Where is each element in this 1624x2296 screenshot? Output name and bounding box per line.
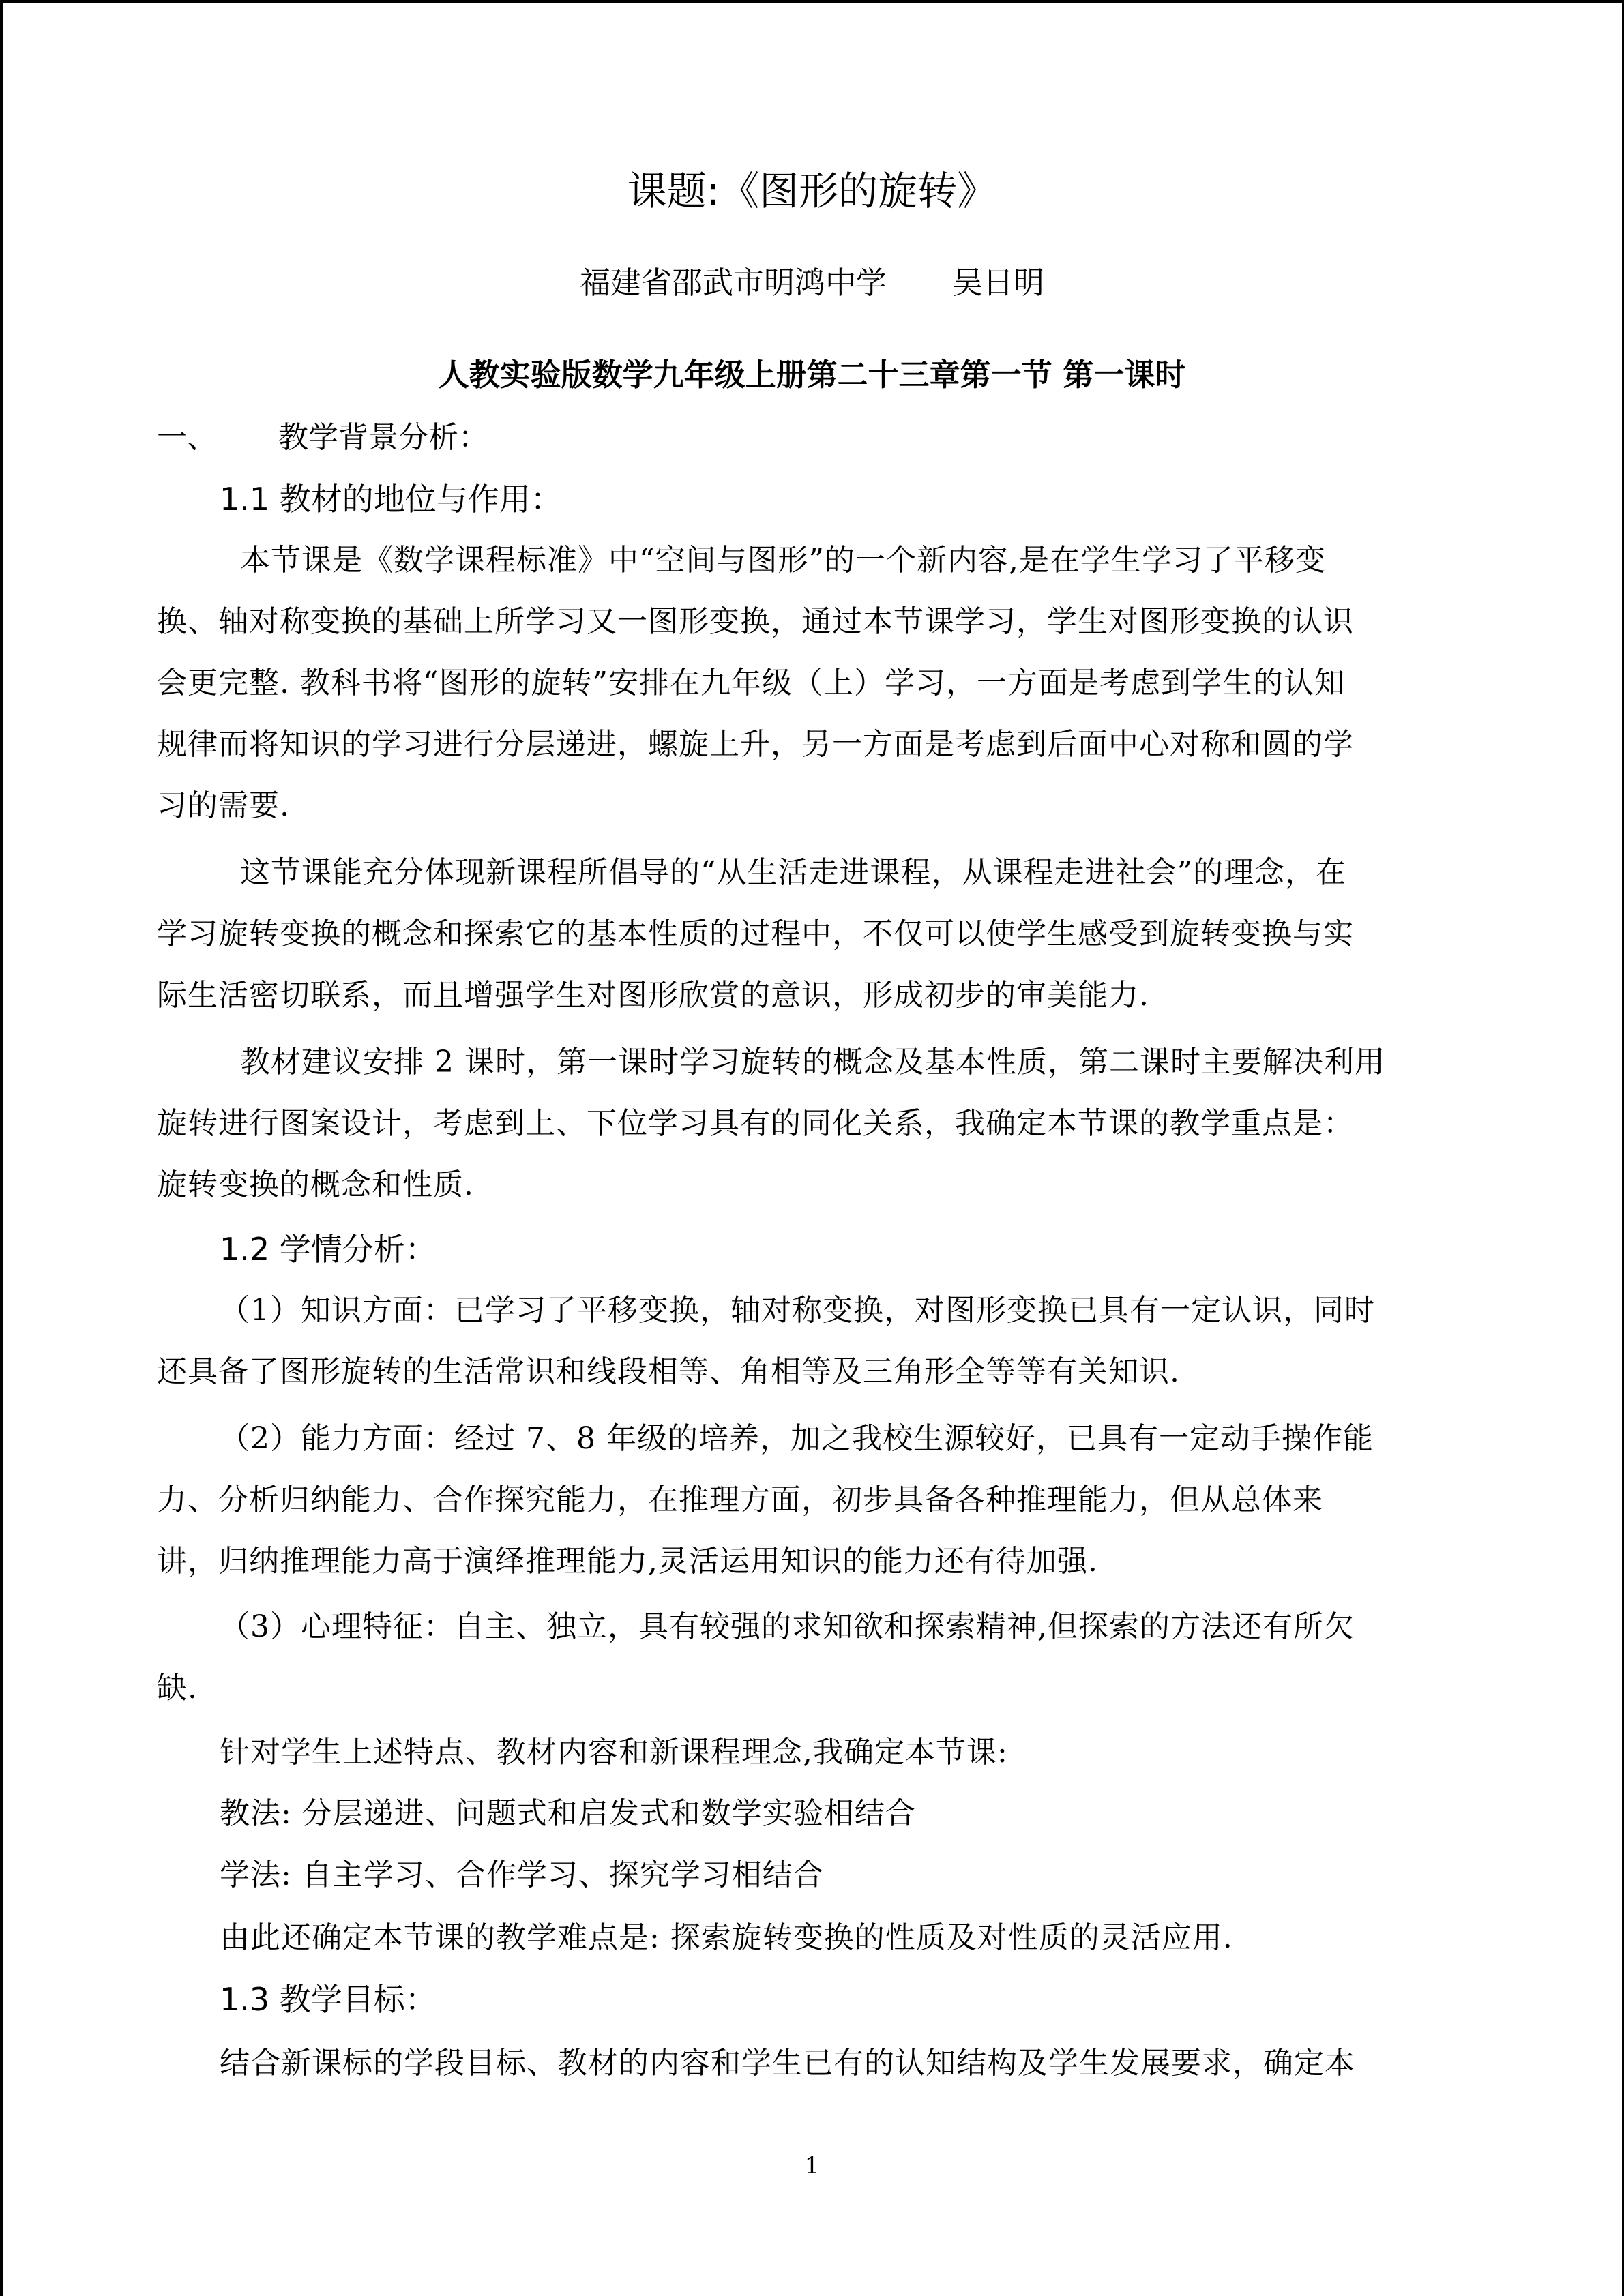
s13-heading: 1.3 教学目标：	[220, 1981, 437, 2018]
document-title: 课题:《图形的旋转》	[627, 168, 997, 214]
page-border-left	[0, 0, 3, 2296]
author-name: 吴日明	[952, 265, 1045, 301]
section1-heading	[157, 417, 488, 458]
s12-k1-line2: 还具备了图形旋转的生活常识和线段相等、角相等及三角形全等等有关知识.	[157, 1354, 1180, 1389]
s12-k2-line3: 讲，归纳推理能力高于演绎推理能力,灵活运用知识的能力还有待加强.	[157, 1544, 1098, 1579]
s12-k2-line2: 力、分析归纳能力、合作探究能力，在推理方面，初步具备各种推理能力，但从总体来	[157, 1482, 1323, 1517]
s12-heading: 1.2 学情分析：	[220, 1231, 437, 1268]
s11-p2-line3: 际生活密切联系，而且增强学生对图形欣赏的意识，形成初步的审美能力.	[157, 978, 1149, 1013]
learning-method: 学法: 自主学习、合作学习、探究学习相结合	[220, 1858, 824, 1892]
s11-p2-line1: 这节课能充分体现新课程所倡导的“从生活走进课程，从课程走进社会”的理念，在	[240, 855, 1346, 890]
author-school: 福建省邵武市明鸿中学	[579, 265, 887, 301]
s12-k3-line1: （3）心理特征：自主、独立，具有较强的求知欲和探索精神,但探索的方法还有所欠	[220, 1609, 1355, 1644]
teaching-method: 教法: 分层递进、问题式和启发式和数学实验相结合	[220, 1796, 916, 1831]
page-border-top	[0, 0, 1624, 3]
s11-p1-line1: 本节课是《数学课程标准》中“空间与图形”的一个新内容,是在学生学习了平移变	[240, 543, 1326, 578]
teaching-difficulty: 由此还确定本节课的教学难点是: 探索旋转变换的性质及对性质的灵活应用.	[220, 1920, 1233, 1955]
s11-p3-line3: 旋转变换的概念和性质.	[157, 1167, 474, 1202]
section1-number: 一、	[157, 420, 217, 455]
author-line	[0, 263, 1624, 303]
page-number: 1	[804, 2152, 820, 2179]
s11-p3-line2: 旋转进行图案设计，考虑到上、下位学习具有的同化关系，我确定本节课的教学重点是：	[157, 1106, 1354, 1141]
section1-title: 教学背景分析：	[278, 420, 488, 455]
s12-k2-line1: （2）能力方面：经过 7、8 年级的培养，加之我校生源较好，已具有一定动手操作能	[220, 1421, 1374, 1456]
s11-p1-line5: 习的需要.	[157, 788, 290, 823]
s11-p1-line3: 会更完整. 教科书将“图形的旋转”安排在九年级（上）学习，一方面是考虑到学生的认知	[157, 666, 1345, 700]
s11-p1-line4: 规律而将知识的学习进行分层递进，螺旋上升，另一方面是考虑到后面中心对称和圆的学	[157, 727, 1354, 762]
s11-p3-line1: 教材建议安排 2 课时，第一课时学习旋转的概念及基本性质，第二课时主要解决利用	[240, 1045, 1385, 1079]
s13-p1-line1: 结合新课标的学段目标、教材的内容和学生已有的认知结构及学生发展要求，确定本	[220, 2046, 1355, 2081]
s12-summary: 针对学生上述特点、教材内容和新课程理念,我确定本节课:	[220, 1735, 1008, 1770]
s12-k3-line2: 缺.	[157, 1671, 198, 1705]
course-info: 人教实验版数学九年级上册第二十三章第一节 第一课时	[438, 357, 1186, 393]
s11-p1-line2: 换、轴对称变换的基础上所学习又一图形变换，通过本节课学习，学生对图形变换的认识	[157, 604, 1354, 639]
s11-heading: 1.1 教材的地位与作用：	[220, 481, 562, 518]
s11-p2-line2: 学习旋转变换的概念和探索它的基本性质的过程中，不仅可以使学生感受到旋转变换与实	[157, 916, 1354, 951]
s12-k1-line1: （1）知识方面：已学习了平移变换，轴对称变换，对图形变换已具有一定认识，同时	[220, 1293, 1375, 1328]
